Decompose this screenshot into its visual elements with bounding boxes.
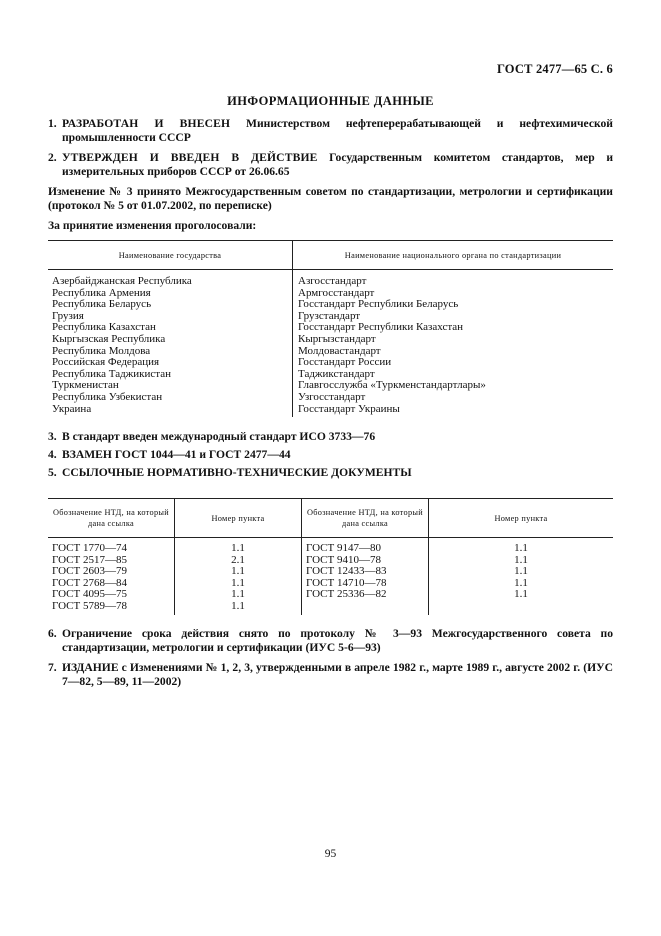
- item-number: 1.: [48, 117, 57, 130]
- item-number: 4.: [48, 448, 57, 461]
- info-item-4: [48, 448, 613, 462]
- standards-body-cell: Госстандарт Республики Беларусь: [298, 298, 459, 311]
- info-item-6: [48, 627, 613, 655]
- table-row: [48, 392, 613, 404]
- table-row: [48, 357, 613, 369]
- standards-body-cell: Кыргызстандарт: [298, 332, 376, 345]
- item-text: ИЗДАНИЕ с Изменениями № 1, 2, 3, утвержденными в апреле 1982 г., марте 1989 г., августе 2002 г. (ИУС 7—82, 5—89, 11—2002): [62, 661, 613, 688]
- item-lead: УТВЕРЖДЕН И ВВЕДЕН В ДЕЙСТВИЕ: [62, 151, 318, 164]
- standards-body-cell: Азгосстандарт: [298, 275, 367, 287]
- state-name-cell: Республика Таджикистан: [48, 369, 293, 381]
- state-name-cell: Туркменистан: [48, 380, 293, 392]
- state-name-cell: Республика Беларусь: [48, 299, 293, 311]
- state-name-cell: Республика Армения: [48, 288, 293, 300]
- standards-body-cell: Госстандарт Украины: [298, 402, 400, 415]
- vote-intro: За принятие изменения проголосовали:: [48, 219, 257, 232]
- info-items-middle: [48, 430, 613, 480]
- ntd-cell: ГОСТ 2517—85: [48, 555, 175, 567]
- item-text: Министерством нефтеперерабатывающей и нефтехимической промышленности СССР: [62, 117, 613, 144]
- table-row: [48, 601, 613, 615]
- clause-cell: 1.1: [514, 576, 528, 589]
- info-items-top: [48, 117, 613, 233]
- column-header-state: Наименование государства: [48, 241, 293, 270]
- clause-cell: 2.1: [175, 555, 302, 567]
- document-reference: ГОСТ 2477—65 С. 6: [496, 62, 613, 76]
- ntd-cell: ГОСТ 9147—80: [302, 543, 429, 555]
- item-number: 3.: [48, 430, 57, 443]
- item-text: Государственным комитетом стандартов, мер и измерительных приборов СССР от 26.06.65: [62, 151, 613, 178]
- state-name-cell: Грузия: [48, 311, 293, 323]
- item-number: 6.: [48, 627, 57, 640]
- page-number: 95: [324, 848, 337, 860]
- clause-cell: 1.1: [175, 578, 302, 590]
- standards-body-cell: Армгосстандарт: [298, 286, 375, 299]
- clause-cell: 1.1: [514, 588, 528, 601]
- table-row: [48, 334, 613, 346]
- item-number: 5.: [48, 466, 57, 479]
- section-title: ИНФОРМАЦИОННЫЕ ДАННЫЕ: [227, 94, 434, 108]
- ntd-cell: ГОСТ 25336—82: [302, 589, 429, 601]
- item-number: 7.: [48, 661, 57, 674]
- column-header-standards-body: Наименование национального органа по стандартизации: [293, 241, 614, 270]
- item-text: Ограничение срока действия снято по протоколу № 3—93 Межгосударственного совета по стандартизации, метрологии и сертификации (ИУС 5-6—93): [62, 627, 613, 654]
- info-item-2: [48, 151, 613, 179]
- item-number: 2.: [48, 151, 57, 164]
- state-name-cell: Республика Молдова: [48, 346, 293, 358]
- info-item-7: [48, 661, 613, 689]
- ntd-cell: ГОСТ 9410—78: [302, 555, 429, 567]
- item-text: ССЫЛОЧНЫЕ НОРМАТИВНО-ТЕХНИЧЕСКИЕ ДОКУМЕНТЫ: [62, 466, 412, 479]
- clause-cell: 1.1: [514, 565, 528, 578]
- column-header-ntd-left: Обозначение НТД, на который дана ссылка: [48, 499, 175, 538]
- standards-body-cell: Госстандарт России: [298, 356, 392, 369]
- ntd-cell: ГОСТ 14710—78: [302, 578, 429, 590]
- standards-body-cell: Главгосслужба «Туркменстандартлары»: [298, 379, 486, 392]
- standards-body-cell: Грузстандарт: [298, 309, 361, 322]
- info-item-1: [48, 117, 613, 145]
- info-item-5: [48, 466, 613, 480]
- clause-cell: 1.1: [514, 542, 528, 554]
- ntd-cell: ГОСТ 12433—83: [302, 566, 429, 578]
- standards-body-cell: Таджикстандарт: [298, 367, 375, 380]
- clause-cell: 1.1: [175, 566, 302, 578]
- ntd-cell: ГОСТ 4095—75: [48, 589, 175, 601]
- info-items-bottom: [48, 627, 613, 689]
- column-header-clause-left: Номер пункта: [175, 499, 302, 538]
- column-header-ntd-right: Обозначение НТД, на который дана ссылка: [302, 499, 429, 538]
- table-row: [48, 276, 613, 288]
- clause-cell: [429, 601, 614, 615]
- standards-body-cell: Госстандарт Республики Казахстан: [298, 321, 464, 334]
- table-row: [48, 404, 613, 418]
- clause-cell: 1.1: [175, 589, 302, 601]
- table-row: [48, 543, 613, 555]
- state-name-cell: Кыргызская Республика: [48, 334, 293, 346]
- state-name-cell: Республика Казахстан: [48, 322, 293, 334]
- info-item-3: [48, 430, 613, 444]
- item-lead: РАЗРАБОТАН И ВНЕСЕН: [62, 117, 231, 130]
- clause-cell: 1.1: [514, 553, 528, 566]
- clause-cell: 1.1: [175, 543, 302, 555]
- ntd-cell: ГОСТ 1770—74: [48, 543, 175, 555]
- state-name-cell: Украина: [48, 404, 293, 418]
- ntd-cell: ГОСТ 2603—79: [48, 566, 175, 578]
- countries-table: [48, 240, 613, 417]
- ntd-cell: [302, 601, 429, 615]
- amendment-note: Изменение № 3 принято Межгосударственным советом по стандартизации, метрологии и сертификации (протокол № 5 от 01.07.2002, по переписке): [48, 185, 613, 212]
- item-text: В стандарт введен международный стандарт ИСО 3733—76: [62, 430, 376, 443]
- state-name-cell: Российская Федерация: [48, 357, 293, 369]
- clause-cell: 1.1: [175, 601, 302, 615]
- standards-body-cell: Молдовастандарт: [298, 344, 381, 357]
- column-header-clause-right: Номер пункта: [429, 499, 614, 538]
- table-row: [48, 589, 613, 601]
- ntd-cell: ГОСТ 2768—84: [48, 578, 175, 590]
- ntd-cell: ГОСТ 5789—78: [48, 601, 175, 615]
- item-text: ВЗАМЕН ГОСТ 1044—41 и ГОСТ 2477—44: [62, 448, 291, 461]
- standards-body-cell: Узгосстандарт: [298, 390, 366, 403]
- state-name-cell: Республика Узбекистан: [48, 392, 293, 404]
- references-table: [48, 498, 613, 615]
- state-name-cell: Азербайджанская Республика: [48, 276, 293, 288]
